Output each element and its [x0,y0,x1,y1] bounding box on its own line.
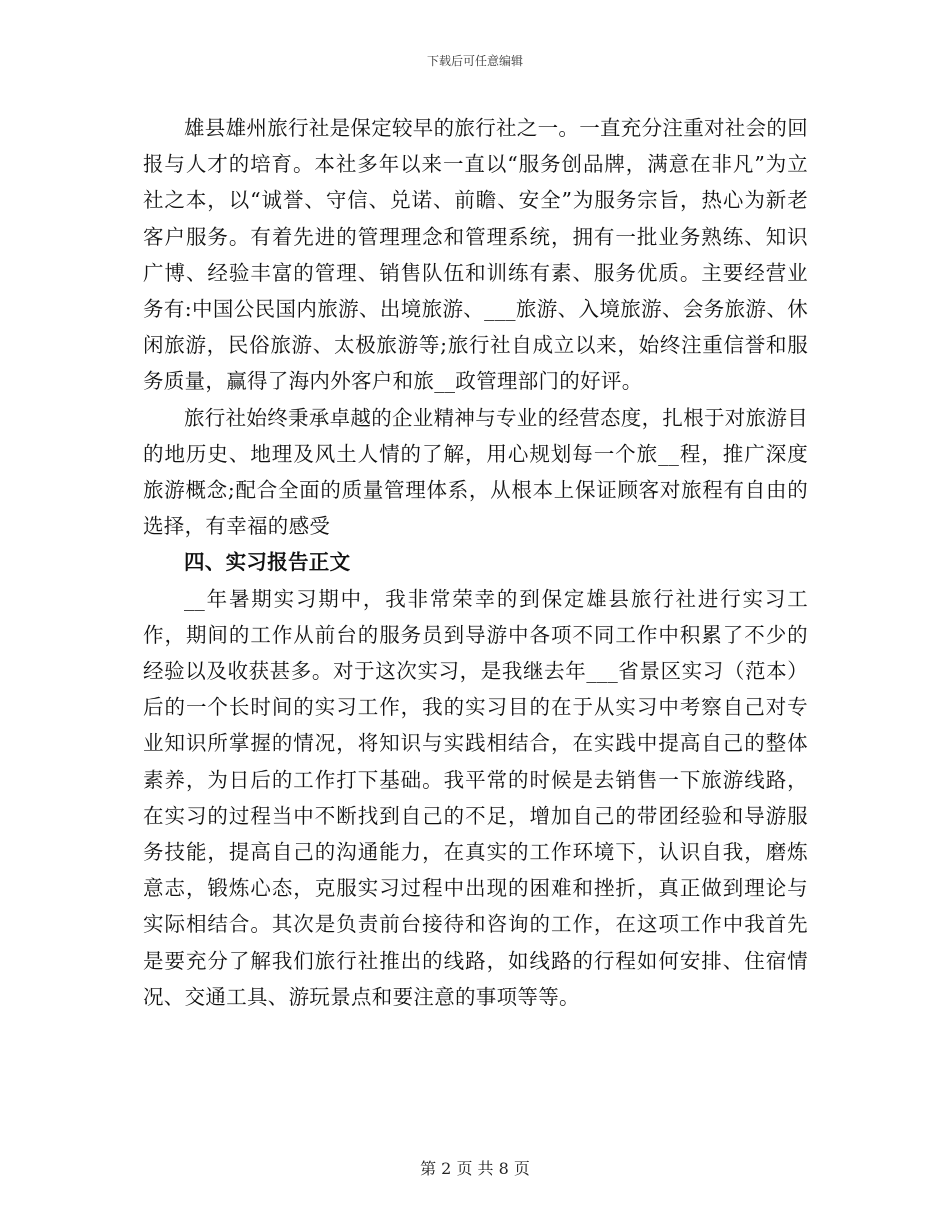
paragraph-company-philosophy: 旅行社始终秉承卓越的企业精神与专业的经营态度，扎根于对旅游目的地历史、地理及风土人情的了解，用心规划每一个旅__程，推广深度旅游概念;配合全面的质量管理体系，从根本上保证顾客对旅程有自由的选择，有幸福的感受 [143,405,808,539]
document-body [143,110,808,1015]
section-heading: 四、实习报告正文 [184,550,351,575]
paragraph-company-intro: 雄县雄州旅行社是保定较早的旅行社之一。一直充分注重对社会的回报与人才的培育。本社多年以来一直以“服务创品牌，满意在非凡”为立社之本，以“诚誉、守信、兑诺、前瞻、安全”为服务宗旨，热心为新老客户服务。有着先进的管理理念和管理系统，拥有一批业务熟练、知识广博、经验丰富的管理、销售队伍和训练有素、服务优质。主要经营业务有:中国公民国内旅游、出境旅游、___旅游、入境旅游、会务旅游、休闲旅游，民俗旅游、太极旅游等;旅行社自成立以来，始终注重信誉和服务质量，赢得了海内外客户和旅__政管理部门的好评。 [143,116,808,394]
page-number-indicator: 第 2 页 共 8 页 [420,1159,530,1178]
page-header-note: 下载后可任意编辑 [426,54,523,68]
paragraph-internship-report: __年暑期实习期中，我非常荣幸的到保定雄县旅行社进行实习工作，期间的工作从前台的服务员到导游中各项不同工作中积累了不少的经验以及收获甚多。对于这次实习，是我继去年___省景区实习（范本）后的一个长时间的实习工作，我的实习目的在于从实习中考察自己对专业知识所掌握的情况，将知识与实践相结合，在实践中提高自己的整体素养，为日后的工作打下基础。我平常的时候是去销售一下旅游线路，在实习的过程当中不断找到自己的不足，增加自己的带团经验和导游服务技能，提高自己的沟通能力，在真实的工作环境下，认识自我，磨炼意志，锻炼心态，克服实习过程中出现的困难和挫折，真正做到理论与实际相结合。其次是负责前台接待和咨询的工作，在这项工作中我首先是要充分了解我们旅行社推出的线路，如线路的行程如何安排、住宿情况、交通工具、游玩景点和要注意的事项等等。 [143,586,808,1009]
